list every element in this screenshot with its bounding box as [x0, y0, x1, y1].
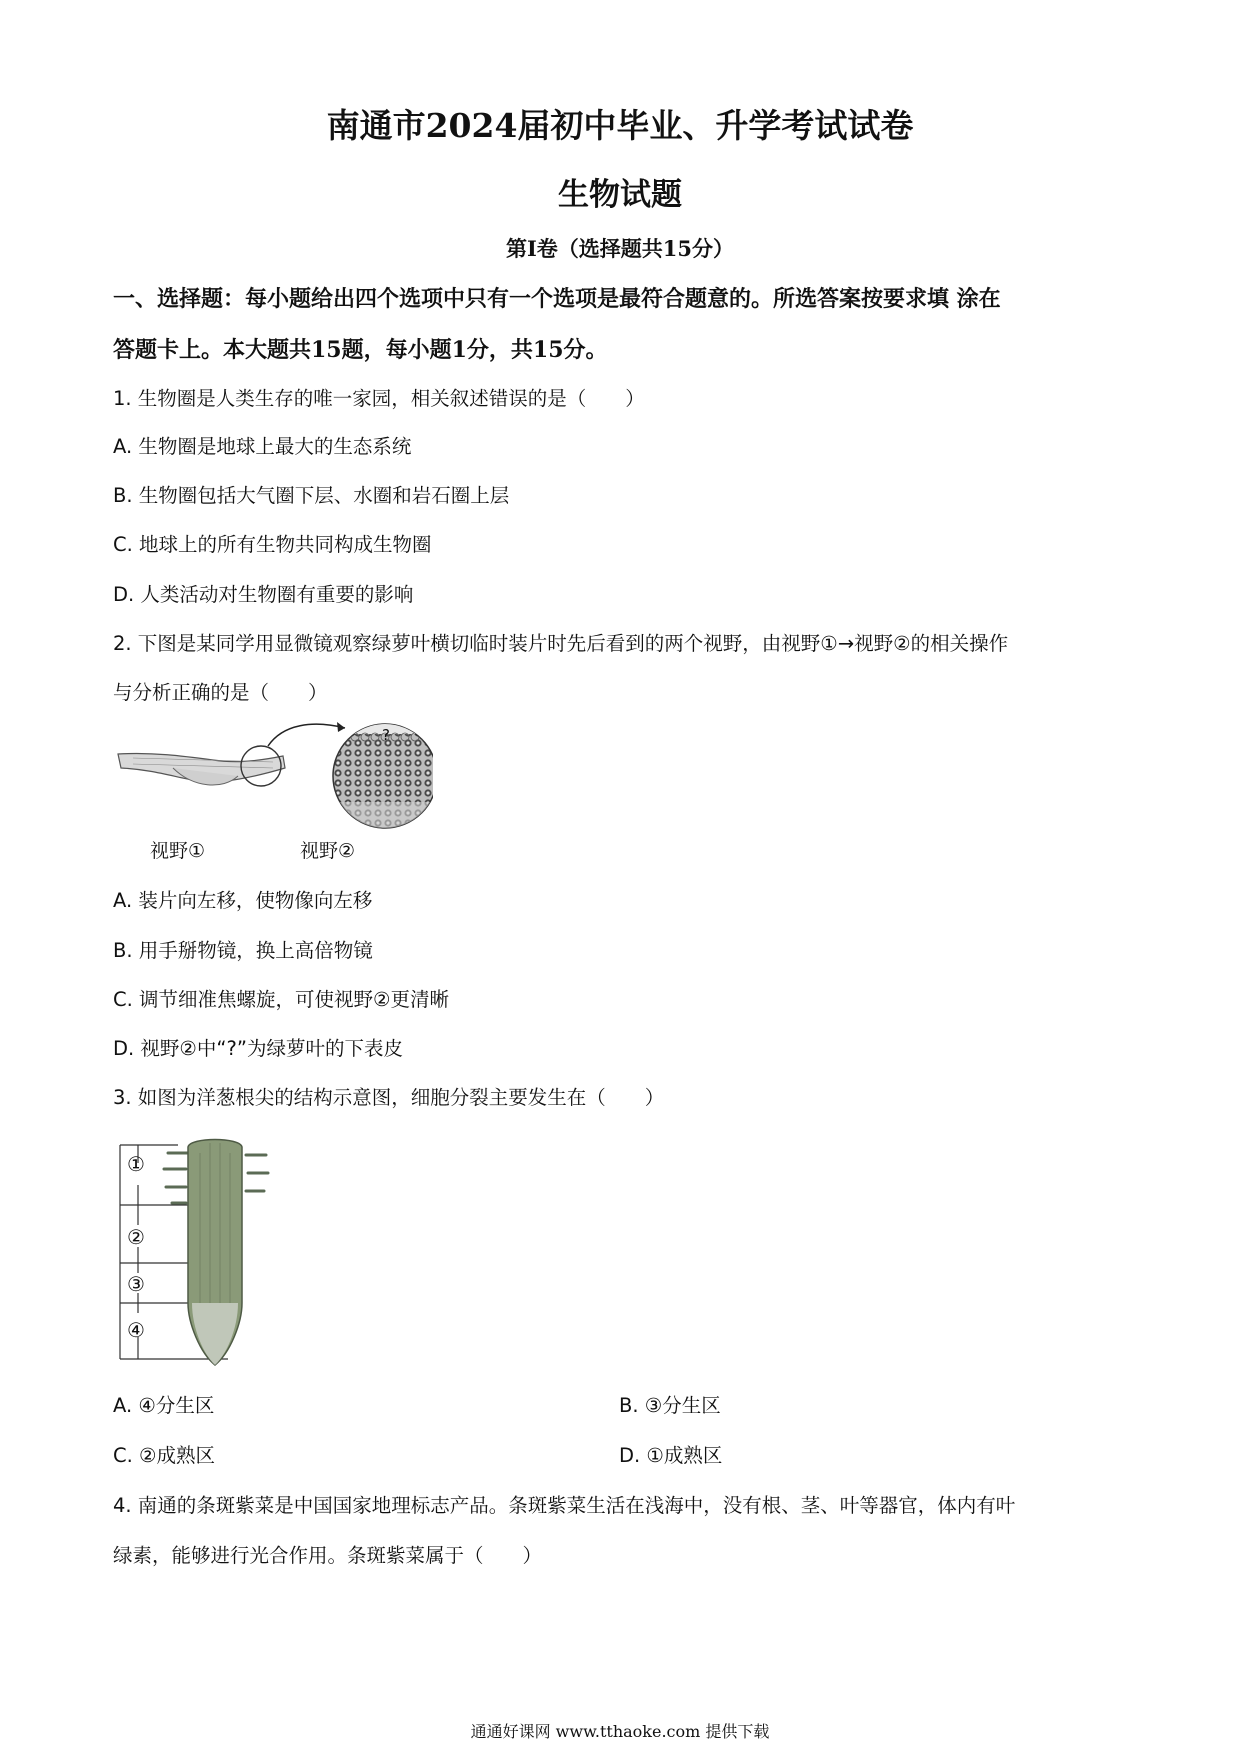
page-footer: 通通好课网 www.tthaoke.com 提供下载	[470, 1722, 770, 1741]
view-1-label: 视野①	[150, 840, 206, 862]
root-zone-4-label: ④	[127, 1318, 145, 1342]
section-instruction-line2: 答题卡上。本大题共15题，每小题1分，共15分。	[113, 337, 608, 363]
question-1-option-c: C. 地球上的所有生物共同构成生物圈	[113, 533, 432, 556]
question-2-option-b: B. 用手掰物镜，换上高倍物镜	[113, 939, 373, 962]
question-2-stem-line2: 与分析正确的是（ ）	[113, 681, 328, 704]
question-3-stem: 3. 如图为洋葱根尖的结构示意图，细胞分裂主要发生在（ ）	[113, 1086, 665, 1109]
question-3-option-c: C. ②成熟区	[113, 1444, 215, 1467]
figure-question-mark: ?	[382, 726, 390, 744]
part-title: 第Ⅰ卷（选择题共15分）	[505, 236, 735, 261]
question-1-option-d: D. 人类活动对生物圈有重要的影响	[113, 583, 414, 606]
question-4-stem-line2: 绿素，能够进行光合作用。条斑紫菜属于（ ）	[113, 1544, 543, 1567]
question-1-stem: 1. 生物圈是人类生存的唯一家园，相关叙述错误的是（ ）	[113, 387, 645, 410]
question-2-option-c: C. 调节细准焦螺旋，可使视野②更清晰	[113, 988, 449, 1011]
question-4-stem-line1: 4. 南通的条斑紫菜是中国国家地理标志产品。条斑紫菜生活在浅海中，没有根、茎、叶等器官，体内有叶	[113, 1494, 1016, 1517]
root-zone-3-label: ③	[127, 1272, 145, 1296]
question-2-stem-line1: 2. 下图是某同学用显微镜观察绿萝叶横切临时装片时先后看到的两个视野，由视野①→视野②的相关操作	[113, 632, 1009, 655]
subject-title: 生物试题	[558, 177, 682, 213]
section-instruction-line1: 一、选择题：每小题给出四个选项中只有一个选项是最符合题意的。所选答案按要求填 涂在	[113, 286, 1001, 312]
view-2-label: 视野②	[300, 840, 356, 862]
exam-title: 南通市2024届初中毕业、升学考试试卷	[326, 106, 914, 145]
root-zone-1-label: ①	[127, 1152, 145, 1176]
question-3-option-d: D. ①成熟区	[619, 1444, 723, 1467]
question-3-option-a: A. ④分生区	[113, 1394, 215, 1417]
question-3-option-b: B. ③分生区	[619, 1394, 721, 1417]
question-2-option-a: A. 装片向左移，使物像向左移	[113, 889, 373, 912]
question-1-option-a: A. 生物圈是地球上最大的生态系统	[113, 435, 412, 458]
root-zone-2-label: ②	[127, 1225, 145, 1249]
question-1-option-b: B. 生物圈包括大气圈下层、水圈和岩石圈上层	[113, 484, 510, 507]
question-2-option-d: D. 视野②中“?”为绿萝叶的下表皮	[113, 1037, 403, 1060]
arrow-icon	[268, 724, 345, 746]
